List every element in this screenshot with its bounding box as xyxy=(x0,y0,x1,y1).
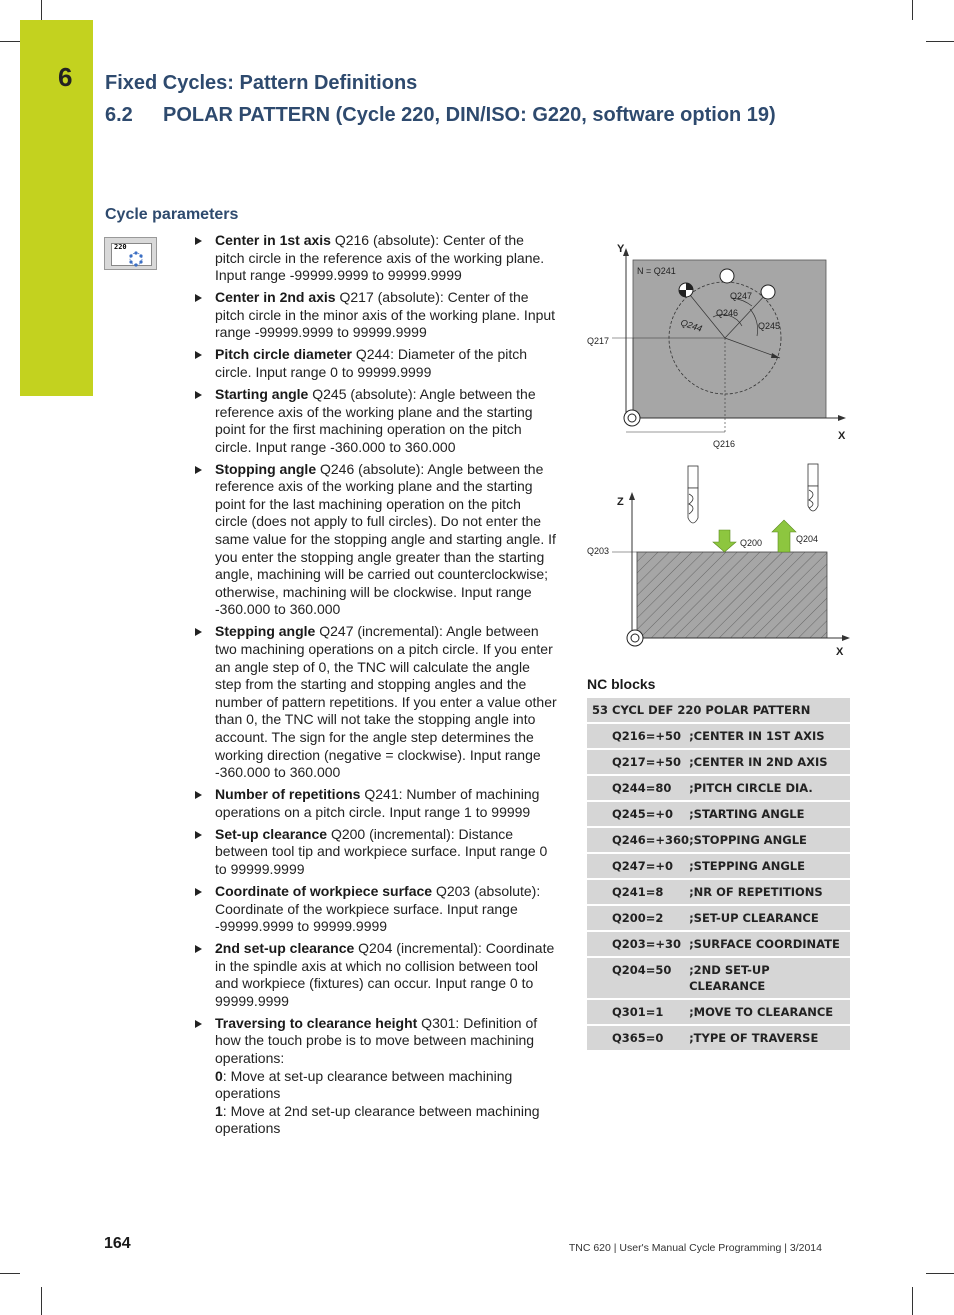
parameter-description: Q204 (incremental): Coordinate in the spindle axis at which no collision between tool and workpiece (fixtures) can occur. Input range 0 to 99999.9999 xyxy=(215,940,555,1009)
polar-pattern-figure xyxy=(582,236,852,456)
parameter-description: Q241: Number of machining operations on a pitch circle. Input range 1 to 99999 xyxy=(215,786,540,820)
nc-comment-cell: ;PITCH CIRCLE DIA. xyxy=(689,775,850,801)
nc-header-row xyxy=(587,698,850,723)
x-axis-label: X xyxy=(838,430,846,442)
nc-comment-cell: ;SET-UP CLEARANCE xyxy=(689,905,850,931)
parameter-description: Q200 (incremental): Distance between tool tip and workpiece surface. Input range 0 to 99999.9999 xyxy=(215,825,548,877)
bullet-arrow-icon xyxy=(195,351,202,359)
footer-text: TNC 620 | User's Manual Cycle Programming | 3/2014 xyxy=(568,1242,822,1254)
parameter-name: Stepping angle xyxy=(215,623,316,640)
parameter-item xyxy=(193,826,557,879)
parameter-name: Stopping angle xyxy=(215,460,317,477)
z-axis-arrow xyxy=(629,492,635,500)
nc-row xyxy=(587,957,850,999)
parameter-item xyxy=(193,940,557,1010)
hole-icon xyxy=(720,269,734,283)
parameter-name: Starting angle xyxy=(215,385,309,402)
nc-row xyxy=(587,749,850,775)
nc-param-cell: Q365=0 xyxy=(587,1025,689,1051)
bullet-arrow-icon xyxy=(195,237,202,245)
page-number: 164 xyxy=(104,1235,131,1252)
parameter-item xyxy=(193,1015,557,1138)
nc-param-cell: Q244=80 xyxy=(587,775,689,801)
crop-mark xyxy=(41,0,42,20)
nc-comment-cell: ;STEPPING ANGLE xyxy=(689,853,850,879)
parameter-item xyxy=(193,346,557,381)
nc-row xyxy=(587,801,850,827)
nc-row xyxy=(587,853,850,879)
nc-row xyxy=(587,775,850,801)
crop-mark xyxy=(926,41,954,42)
parameter-description: Q247 (incremental): Angle between two machining operations on a pitch circle. If you enter an angle step of 0, the TNC will calculate the angle step from the starting and stopping angles and the number of pattern repetitions. If you enter a value other than 0, the TNC will not take the stopping angle into account. The sign for the angle step determines the working direction (negative = clockwise). Input range -360.000 to 360.000 xyxy=(215,623,557,781)
bullet-arrow-icon xyxy=(195,945,202,953)
q247-label: Q247 xyxy=(730,291,753,301)
crop-mark xyxy=(41,1287,42,1315)
section-title-line xyxy=(105,104,776,127)
crop-mark xyxy=(912,0,913,20)
parameter-name: Coordinate of workpiece surface xyxy=(215,882,433,899)
option-key: 1 xyxy=(215,1102,223,1119)
nc-comment-cell: ;MOVE TO CLEARANCE xyxy=(689,999,850,1025)
x-axis-label: X xyxy=(836,646,844,658)
nc-blocks-table xyxy=(587,698,850,1052)
section-number: 6.2 xyxy=(105,104,133,126)
bullet-arrow-icon xyxy=(195,1020,202,1028)
parameter-name: Traversing to clearance height xyxy=(215,1014,418,1031)
parameter-name: Pitch circle diameter xyxy=(215,346,352,363)
nc-param-cell: Q301=1 xyxy=(587,999,689,1025)
q203-label: Q203 xyxy=(587,546,610,556)
bullet-arrow-icon xyxy=(195,831,202,839)
z-axis-label: Z xyxy=(617,496,624,508)
parameter-name: Set-up clearance xyxy=(215,825,328,842)
nc-param-cell: Q246=+360 xyxy=(587,827,689,853)
parameter-name: 2nd set-up clearance xyxy=(215,940,355,957)
origin-icon xyxy=(624,410,640,426)
q200-arrow-icon xyxy=(713,530,736,552)
cycle-parameters-heading: Cycle parameters xyxy=(105,206,239,223)
nc-row xyxy=(587,931,850,957)
nc-param-cell: Q200=2 xyxy=(587,905,689,931)
bullet-arrow-icon xyxy=(195,628,202,636)
nc-row xyxy=(587,827,850,853)
parameter-item xyxy=(193,461,557,619)
bullet-arrow-icon xyxy=(195,466,202,474)
y-axis-label: Y xyxy=(617,243,625,255)
parameter-list xyxy=(193,232,557,1142)
softkey-face xyxy=(111,243,152,266)
nc-comment-cell: ;STARTING ANGLE xyxy=(689,801,850,827)
crop-mark xyxy=(0,1273,20,1274)
nc-param-cell: Q247=+0 xyxy=(587,853,689,879)
parameter-description: Q301: Definition of how the touch probe is to move between machining operations: xyxy=(215,1014,538,1067)
nc-param-cell: Q241=8 xyxy=(587,879,689,905)
polar-pattern-icon xyxy=(112,244,153,267)
parameter-name: Number of repetitions xyxy=(215,786,361,803)
workpiece-section xyxy=(637,552,827,638)
nc-row xyxy=(587,879,850,905)
section-title: POLAR PATTERN (Cycle 220, DIN/ISO: G220, software option 19) xyxy=(163,104,776,126)
crop-mark xyxy=(912,1287,913,1315)
parameter-description: Q244: Diameter of the pitch circle. Input range 0 to 99999.9999 xyxy=(215,346,528,380)
parameter-item xyxy=(193,289,557,342)
bullet-arrow-icon xyxy=(195,888,202,896)
nc-comment-cell: ;TYPE OF TRAVERSE xyxy=(689,1025,850,1051)
cycle-softkey xyxy=(104,237,157,270)
q204-arrow-icon xyxy=(772,520,796,552)
bullet-arrow-icon xyxy=(195,791,202,799)
nc-row xyxy=(587,905,850,931)
side-view-figure xyxy=(582,458,852,664)
x-axis-arrow xyxy=(838,415,846,421)
parameter-description: Q246 (absolute): Angle between the reference axis of the working plane and the starting point for the last machining operation on the pitch circle (does not apply to full circles). Do not enter the same value for the stopping angle and starting angle. If you enter the stopping angle greater than the starting angle, machining will be carried out counterclockwise; otherwise, machining will be clockwise. Input range -360.000 to 360.000 xyxy=(215,460,556,618)
parameter-description: Q203 (absolute): Coordinate of the workpiece surface. Input range -99999.9999 to 99999.9999 xyxy=(215,882,541,935)
parameter-description: Q216 (absolute): Center of the pitch circle in the reference axis of the working plane. Input range -99999.9999 to 99999.9999 xyxy=(215,232,545,284)
parameter-name: Center in 2nd axis xyxy=(215,289,336,306)
chapter-number: 6 xyxy=(58,62,73,92)
nc-comment-cell: ;STOPPING ANGLE xyxy=(689,827,850,853)
q216-label: Q216 xyxy=(713,439,736,449)
q246-label: Q246 xyxy=(716,308,739,318)
nc-header-cell: 53 CYCL DEF 220 POLAR PATTERN xyxy=(587,698,850,723)
n-label: N = Q241 xyxy=(637,266,676,276)
chapter-title: Fixed Cycles: Pattern Definitions xyxy=(105,72,418,94)
bullet-arrow-icon xyxy=(195,391,202,399)
parameter-description: Q245 (absolute): Angle between the reference axis of the working plane and the starting point for the first machining operation on the pitch circle. Input range -360.000 to 360.000 xyxy=(215,385,536,455)
parameter-item xyxy=(193,786,557,821)
nc-comment-cell: ;SURFACE COORDINATE xyxy=(689,931,850,957)
nc-blocks-heading: NC blocks xyxy=(587,676,656,692)
x-axis-arrow xyxy=(842,635,850,641)
nc-param-cell: Q204=50 xyxy=(587,957,689,999)
nc-comment-cell: ;CENTER IN 1ST AXIS xyxy=(689,723,850,749)
parameter-item xyxy=(193,623,557,781)
parameter-description: Q217 (absolute): Center of the pitch circle in the minor axis of the working plane. Input range -99999.9999 to 99999.9999 xyxy=(215,289,556,341)
nc-row xyxy=(587,999,850,1025)
parameter-item xyxy=(193,386,557,456)
nc-comment-cell: ;NR OF REPETITIONS xyxy=(689,879,850,905)
parameter-item xyxy=(193,232,557,285)
nc-param-cell: Q245=+0 xyxy=(587,801,689,827)
origin-icon xyxy=(627,630,643,646)
bullet-arrow-icon xyxy=(195,294,202,302)
nc-comment-cell: ;2ND SET-UP CLEARANCE xyxy=(689,957,850,999)
q204-label: Q204 xyxy=(796,534,819,544)
softkey-label: 220 xyxy=(114,243,127,251)
nc-comment-cell: ;CENTER IN 2ND AXIS xyxy=(689,749,850,775)
parameter-name: Center in 1st axis xyxy=(215,232,331,248)
figure-workpiece xyxy=(633,260,826,418)
parameter-option xyxy=(215,1068,557,1103)
nc-row xyxy=(587,1025,850,1051)
nc-param-cell: Q203=+30 xyxy=(587,931,689,957)
hole-icon xyxy=(761,285,775,299)
tool-right-icon xyxy=(808,464,818,511)
crop-mark xyxy=(926,1273,954,1274)
nc-param-cell: Q216=+50 xyxy=(587,723,689,749)
parameter-option xyxy=(215,1103,557,1138)
option-text: : Move at 2nd set-up clearance between machining operations xyxy=(215,1102,540,1137)
q244-label: Q244 xyxy=(679,317,704,334)
q245-label: Q245 xyxy=(758,321,781,331)
chapter-tab xyxy=(20,20,93,396)
parameter-item xyxy=(193,883,557,936)
q217-label: Q217 xyxy=(587,336,610,346)
crop-mark xyxy=(0,41,20,42)
tool-left-icon xyxy=(688,466,698,523)
q200-label: Q200 xyxy=(740,538,763,548)
option-key: 0 xyxy=(215,1067,223,1084)
nc-row xyxy=(587,723,850,749)
nc-param-cell: Q217=+50 xyxy=(587,749,689,775)
option-text: : Move at set-up clearance between machining operations xyxy=(215,1067,513,1102)
